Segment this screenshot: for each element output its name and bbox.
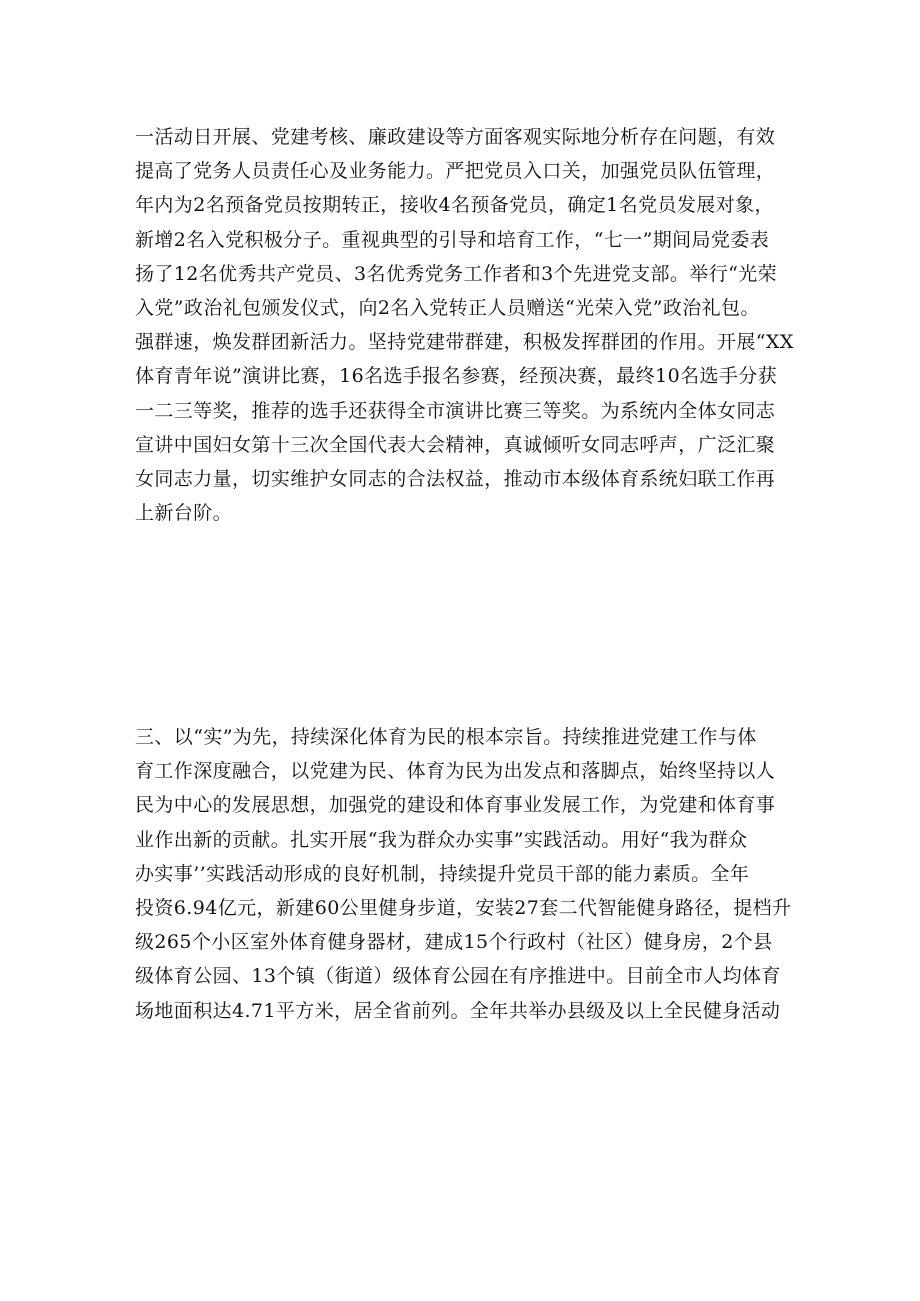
text-line: 年内为2名预备党员按期转正，接收4名预备党员，确定1名党员发展对象，: [135, 194, 774, 217]
text-line: 新增2名入党积极分子。重视典型的引导和培育工作，“七一”期间局党委表: [135, 228, 770, 251]
text-line: 业作出新的贡献。扎实开展“我为群众办实事”实践活动。用好“我为群众: [135, 828, 748, 851]
text-line: 一二三等奖，推荐的选手还获得全市演讲比赛三等奖。为系统内全体女同志: [135, 399, 776, 422]
text-line: 女同志力量，切实维护女同志的合法权益，推动市本级体育系统妇联工作再: [135, 468, 776, 491]
text-line: 民为中心的发展思想，加强党的建设和体育事业发展工作，为党建和体育事: [135, 794, 776, 817]
text-line: 入党”政治礼包颁发仪式，向2名入党转正人员赠送“光荣入党”政治礼包。: [135, 297, 760, 320]
text-line: 宣讲中国妇女第十三次全国代表大会精神，真诚倾听女同志呼声，广泛汇聚: [135, 433, 776, 456]
text-line: 体育青年说”演讲比赛，16名选手报名参赛，经预决赛，最终10名选手分获: [135, 365, 778, 388]
text-line: 一活动日开展、党建考核、廉政建设等方面客观实际地分析存在问题，有效: [135, 126, 776, 148]
text-line: 育工作深度融合，以党建为民、体育为民为出发点和落脚点，始终坚持以人: [135, 760, 776, 783]
text-line: 强群速，焕发群团新活力。坚持党建带群建，积极发挥群团的作用。开展“XX: [135, 331, 794, 354]
text-line: 场地面积达4.71平方米，居全省前列。全年共举办县级及以上全民健身活动: [135, 999, 781, 1022]
paragraph-party-building-work: [135, 120, 795, 530]
text-line: 提高了党务人员责任心及业务能力。严把党员入口关，加强党员队伍管理，: [135, 160, 776, 183]
text-line: 办实事’’实践活动形成的良好机制，持续提升党员干部的能力素质。全年: [135, 862, 750, 885]
text-line: 投资6.94亿元，新建60公里健身步道，安装27套二代智能健身路径，提档升: [135, 897, 792, 920]
text-line: 上新台阶。: [135, 502, 233, 525]
text-line: 级体育公园、13个镇（街道）级体育公园在有序推进中。目前全市人均体育: [135, 965, 781, 988]
text-line: 扬了12名优秀共产党员、3名优秀党务工作者和3个先进党支部。举行“光荣: [135, 262, 778, 285]
paragraph-section-three: [135, 720, 795, 1028]
text-line: 级265个小区室外体育健身器材，建成15个行政村（社区）健身房，2个县: [135, 931, 773, 954]
section-heading-line: 三、以“实”为先，持续深化体育为民的根本宗旨。持续推进党建工作与体: [135, 726, 757, 748]
